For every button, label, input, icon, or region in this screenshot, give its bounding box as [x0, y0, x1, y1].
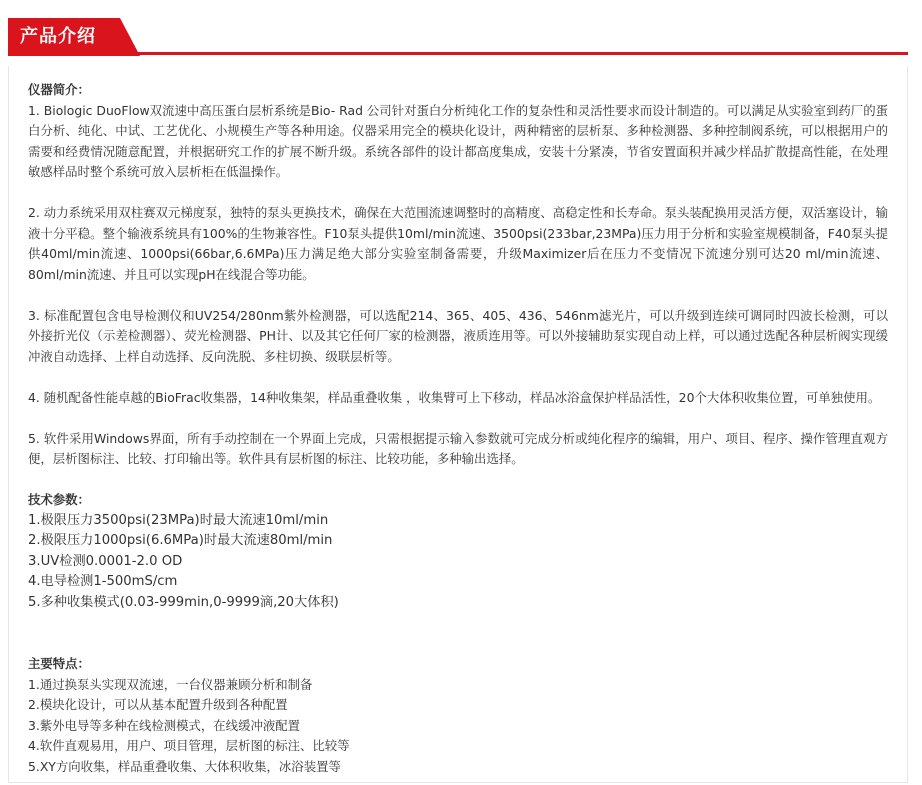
- spacer: [28, 408, 888, 429]
- spacer: [28, 634, 888, 655]
- spec-item: 4.电导检测1-500mS/cm: [28, 574, 178, 589]
- section-header: [0, 0, 922, 60]
- feature-item: 2.模块化设计，可以从基本配置升级到各种配置: [28, 697, 288, 712]
- section-title: 产品介绍: [20, 26, 96, 47]
- spacer: [28, 183, 888, 204]
- features-heading: 主要特点：: [28, 656, 90, 671]
- spacer: [28, 613, 888, 634]
- specs-heading: 技术参数：: [28, 492, 90, 507]
- intro-heading: 仪器简介：: [28, 82, 90, 97]
- feature-item: 5.XY方向收集，样品重叠收集、大体积收集，冰浴装置等: [28, 758, 341, 774]
- spec-item: 2.极限压力1000psi(6.6MPa)时最大流速80ml/min: [28, 533, 333, 548]
- intro-paragraph-5: 5. 软件采用Windows界面，所有手动控制在一个界面上完成，只需根据提示输入参数就可完成分析或纯化程序的编辑，用户、项目、程序、操作管理直观方便，层析图标注、比较、打印输出等。软件具有层析图的标注、比较功能，多种输出选择。: [28, 430, 888, 466]
- product-description: [28, 80, 888, 777]
- intro-paragraph-2: 2. 动力系统采用双柱赛双元梯度泵，独特的泵头更换技术，确保在大范围流速调整时的高精度、高稳定性和长寿命。泵头装配换用灵活方便，双活塞设计，输液十分平稳。整个输液系统具有100%的生物兼容性。F10泵头提供10ml/min流速、3500psi(233bar,23MPa)压力用于分析和实验室规模制备，F40泵头提供40ml/min流速、1000psi(66bar,6.6MPa)压力满足绝大部分实验室制备需要，升级Maximizer后在压力不变情况下流速分别可达20 ml/min流速、80ml/min流速、并且可以实现pH在线混合等功能。: [28, 205, 888, 282]
- spec-item: 1.极限压力3500psi(23MPa)时最大流速10ml/min: [28, 512, 329, 528]
- intro-paragraph-1: 1. Biologic DuoFlow双流速中高压蛋白层析系统是Bio- Rad 公司针对蛋白分析纯化工作的复杂性和灵活性要求而设计制造的。可以满足从实验室到药厂的蛋白分析、纯化、中试、工艺优化、小规模生产等各种用途。仪器采用完全的模块化设计，两种精密的层析泵、多种检测器、多种控制阀系统，可以根据用户的需要和经费情况随意配置，并根据研究工作的扩展不断升级。系统各部件的设计都高度集成，安装十分紧凑，节省安置面积并减少样品扩散提高性能，在处理敏感样品时整个系统可放入层析柜在低温操作。: [28, 102, 888, 179]
- features-list: [28, 675, 888, 778]
- feature-item: 3.紫外电导等多种在线检测模式，在线缓冲液配置: [28, 717, 301, 733]
- spec-item: 5.多种收集模式(0.03-999min,0-9999滴,20大体积): [28, 594, 339, 610]
- feature-item: 1.通过换泵头实现双流速，一台仪器兼顾分析和制备: [28, 676, 313, 692]
- header-underline: [8, 52, 908, 55]
- intro-paragraph-3: 3. 标准配置包含电导检测仪和UV254/280nm紫外检测器，可以选配214、365、405、436、546nm滤光片，可以升级到连续可调同时四波长检测，可以外接折光仪（示差检测器）、荧光检测器、PH计、以及其它任何厂家的检测器，液质连用等。可以外接辅助泵实现自动上样，可以通过选配各种层析阀实现缓冲液自动选择、上样自动选择、反向洗脱、多柱切换、级联层析等。: [28, 307, 888, 364]
- spec-item: 3.UV检测0.0001-2.0 OD: [28, 553, 183, 569]
- spacer: [28, 285, 888, 306]
- spacer: [28, 470, 888, 491]
- specs-list: [28, 511, 888, 614]
- intro-paragraph-4: 4. 随机配备性能卓越的BioFrac收集器，14种收集架，样品重叠收集 ，收集臂可上下移动，样品冰浴盒保护样品活性，20个大体积收集位置，可单独使用。: [28, 389, 881, 405]
- spacer: [28, 367, 888, 388]
- feature-item: 4.软件直观易用，用户、项目管理，层析图的标注、比较等: [28, 738, 350, 753]
